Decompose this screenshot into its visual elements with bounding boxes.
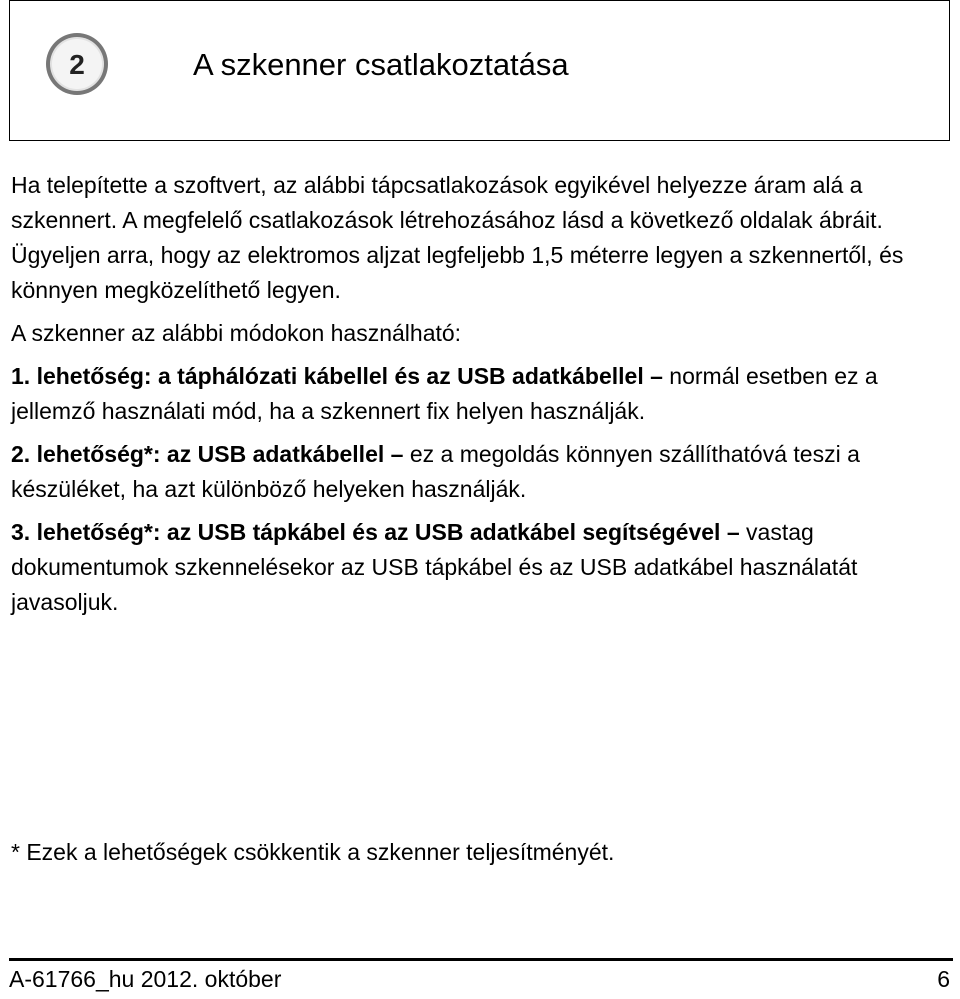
page-title: A szkenner csatlakoztatása [193,47,569,82]
option-item [11,437,956,507]
footer-divider [9,958,953,961]
option-title: 3. lehetőség*: az USB tápkábel és az USB adatkábel segítségével – [11,519,740,545]
usage-lead-paragraph: A szkenner az alábbi módokon használható: [11,320,462,346]
option-title: 2. lehetőség*: az USB adatkábellel – [11,441,404,467]
option-description: vastag dokumentumok szkennelésekor az USB tápkábel és az USB adatkábel használatát javasoljuk. [11,519,858,615]
main-content [11,168,956,628]
section-header [9,0,950,141]
option-description: ez a megoldás könnyen szállíthatóvá teszi a készüléket, ha azt különböző helyeken használják. [11,441,860,502]
page-number: 6 [937,966,950,992]
intro-paragraph: Ha telepítette a szoftvert, az alábbi tápcsatlakozások egyikével helyezze áram alá a szkennert. A megfelelő csatlakozások létrehozásához lásd a következő oldalak ábráit. Ügyeljen arra, hogy az elektromos aljzat legfeljebb 1,5 méterre legyen a szkennertől, és könnyen megközelíthető legyen. [11,172,904,303]
option-item [11,359,956,429]
step-number: 2 [69,49,85,80]
document-id: A-61766_hu 2012. október [9,966,282,992]
option-title: 1. lehetőség: a táphálózati kábellel és az USB adatkábellel – [11,363,663,389]
step-number-badge [44,31,110,97]
option-description: normál esetben ez a jellemző használati mód, ha a szkennert fix helyen használják. [11,363,878,424]
option-item [11,515,956,620]
footnote: * Ezek a lehetőségek csökkentik a szkenner teljesítményét. [11,839,615,865]
step-circle-icon [44,31,110,97]
